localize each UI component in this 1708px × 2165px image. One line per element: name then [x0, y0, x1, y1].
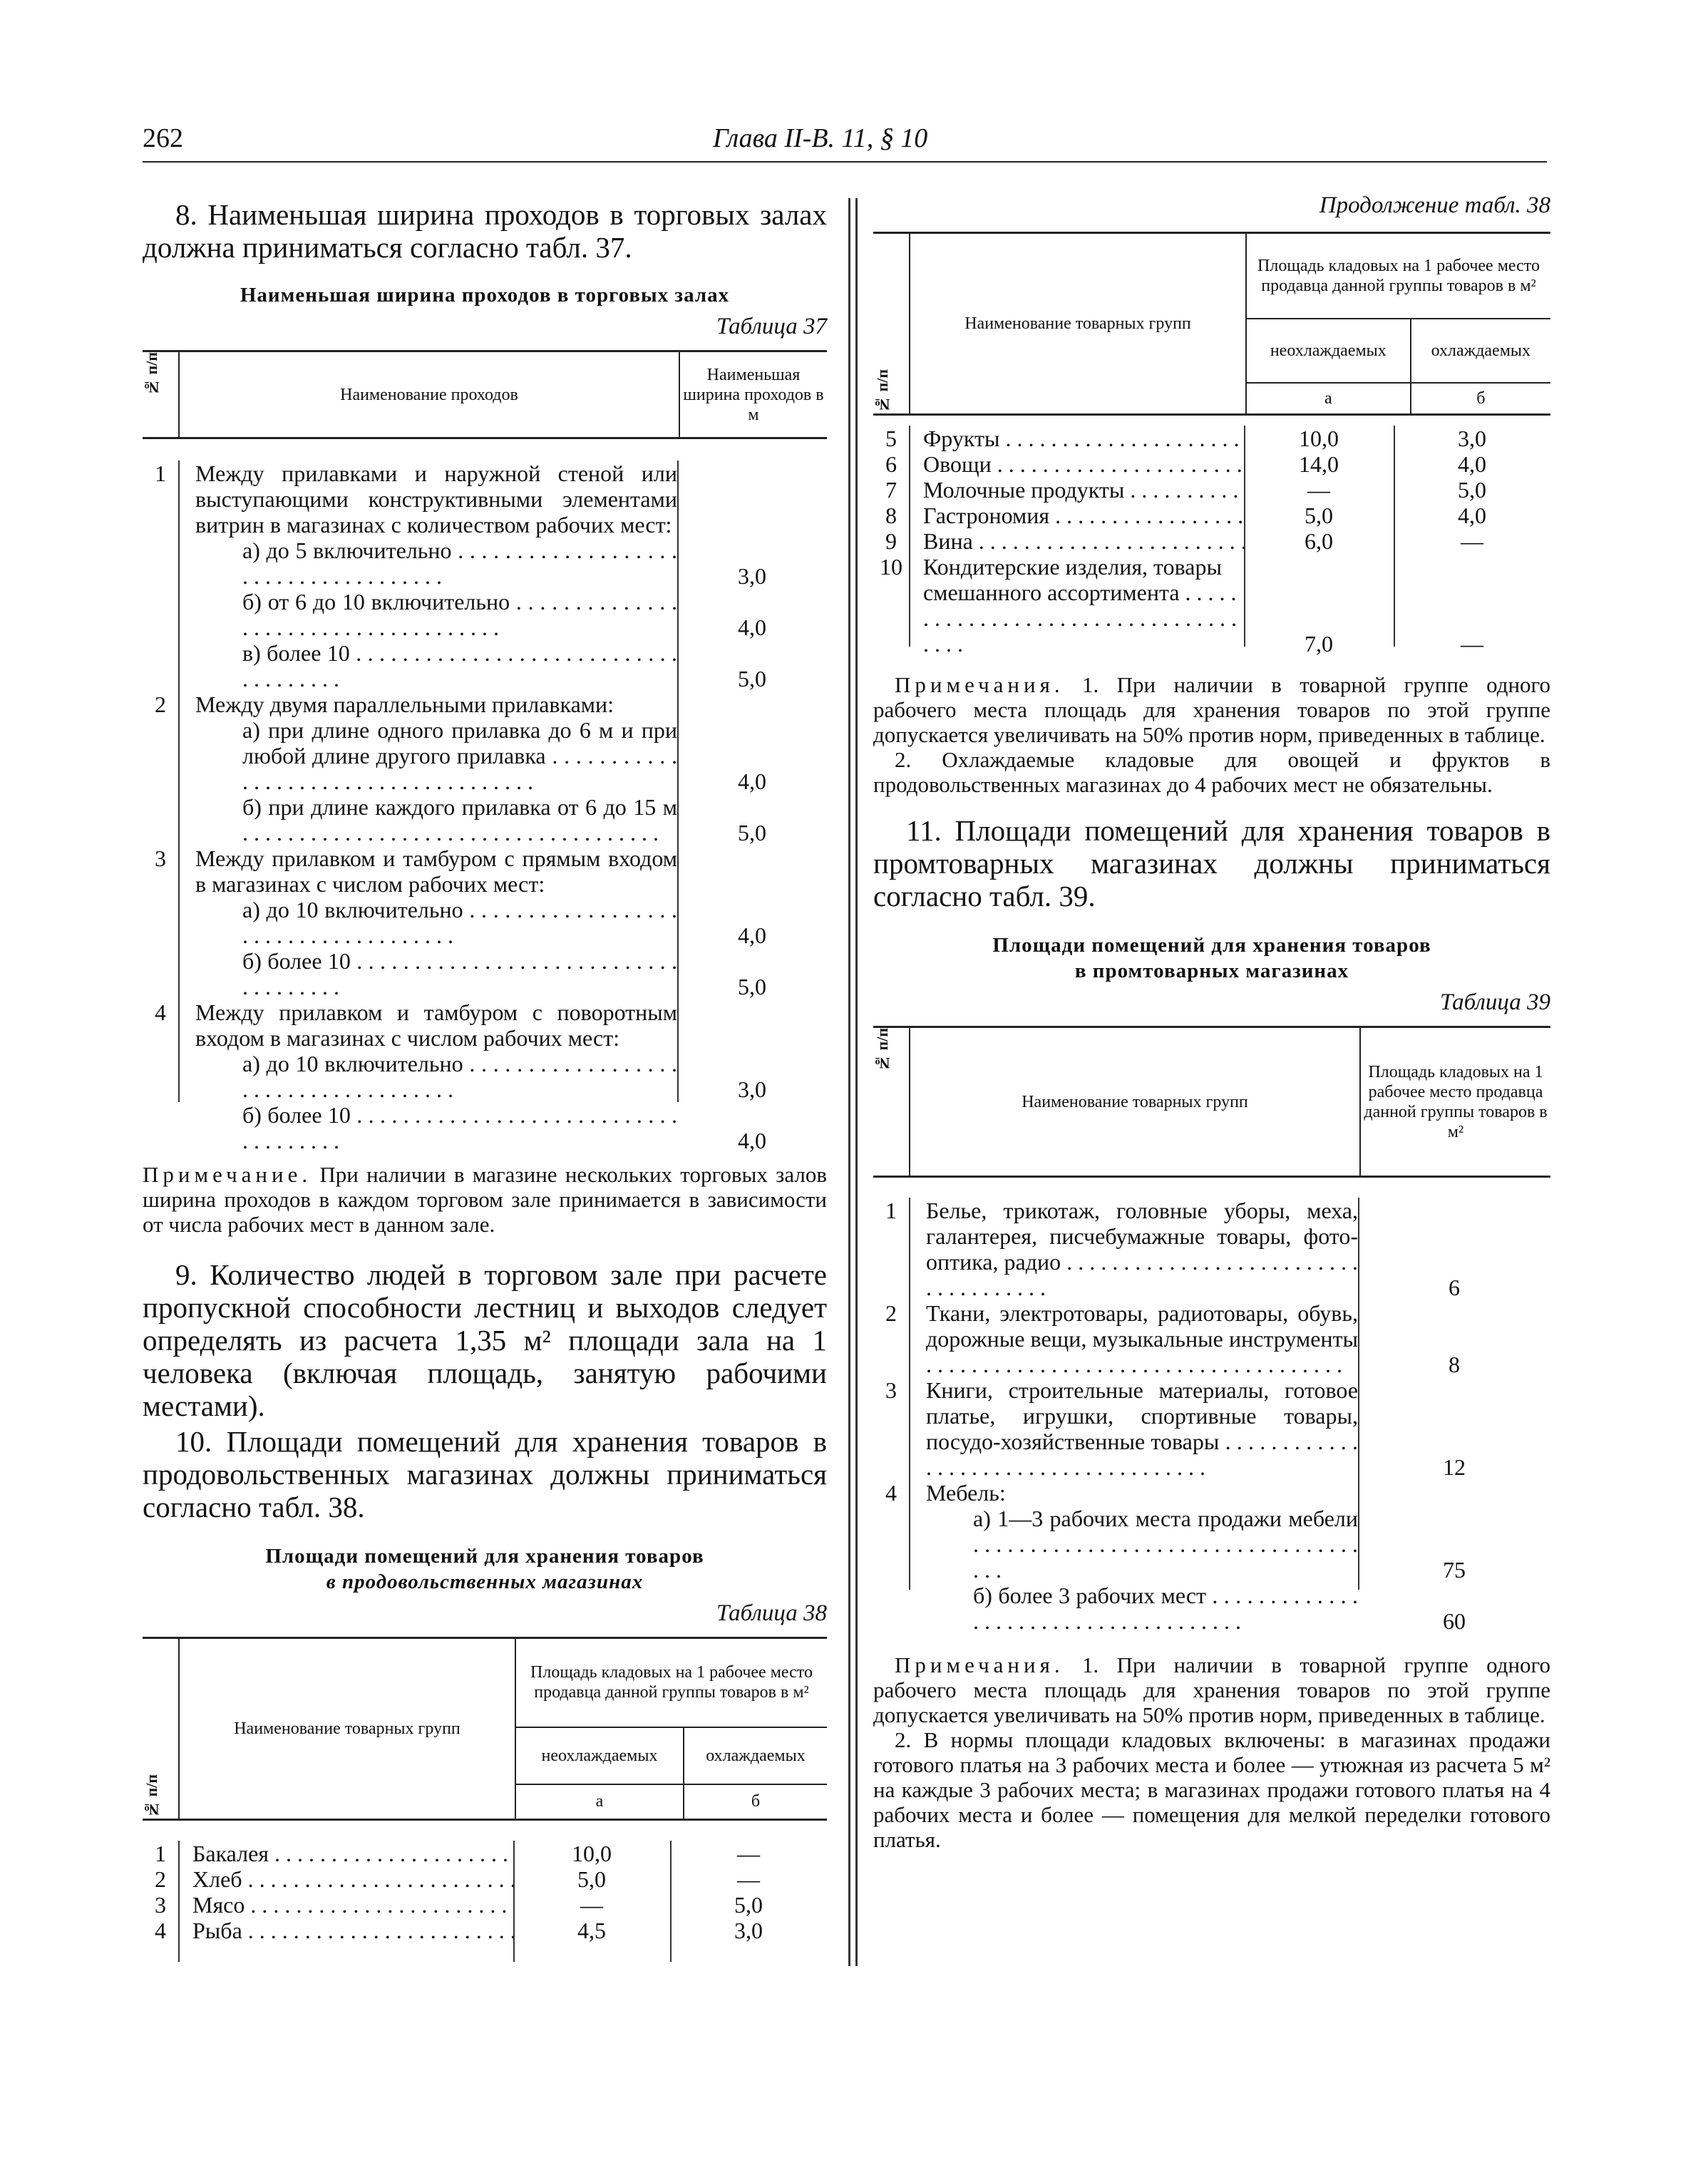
- row-value-b: —: [737, 1841, 760, 1866]
- row-text: Между прилавками и наружной стеной или выступающими конструктивными элементами витрин в магазинах с количеством рабочих мест:: [195, 461, 677, 538]
- col-header-area: Площадь кладовых на 1 рабочее место продавца данной группы товаров в м²: [1364, 1062, 1548, 1141]
- row-value-a: —: [1307, 477, 1330, 503]
- table-row: [143, 897, 827, 948]
- row-value-b: 3,0: [1458, 426, 1486, 451]
- row-value: 75: [1443, 1557, 1466, 1583]
- table39-note-2: 2. В нормы площади кладовых включены: в магазинах продажи готового платья на 3 рабочих места и более — утюжная из расчета 5 м² на каждые 3 рабочих места; в магазинах продажи готового платья на 4 рабочих места и более — помещения для мелкой переделки готового платья.: [873, 1727, 1550, 1852]
- table-row: [143, 1841, 827, 1866]
- table-row: [873, 1583, 1550, 1634]
- table38-rows: [143, 1841, 827, 1943]
- table39-label: Таблица 39: [1440, 989, 1550, 1015]
- table38-label: Таблица 38: [716, 1600, 827, 1626]
- row-text: а) при длине одного прилавка до 6 м и при любой длине другого прилавка . . .: [242, 717, 677, 794]
- row-text: б) от 6 до 10 включительно . . .: [242, 589, 677, 640]
- col-sub-b: б: [751, 1792, 761, 1811]
- rule: [1394, 426, 1395, 647]
- row-text: Между прилавком и тамбуром с поворотным входом в магазинах с числом рабочих мест:: [195, 999, 677, 1051]
- col-sub-a: а: [1246, 383, 1411, 415]
- note-label: Примечания.: [895, 1652, 1064, 1677]
- table38-note-1: [873, 672, 1550, 747]
- table37-note: [143, 1162, 827, 1237]
- row-value-b: —: [737, 1866, 760, 1892]
- row-value-b: 3,0: [734, 1918, 763, 1943]
- table-row: [143, 948, 827, 999]
- row-name: Рыба . . .: [192, 1918, 513, 1943]
- table-row: [143, 461, 827, 538]
- row-text: Книги, строительные материалы, готовое платье, игрушки, спортивные товары, посудо-хозяйственные товары . . .: [926, 1377, 1358, 1480]
- column-divider-2: [855, 198, 858, 1966]
- row-number: 6: [885, 451, 897, 477]
- row-name: Кондитерские изделия, товары смешанного ассортимента . . .: [923, 554, 1244, 657]
- row-value: 4,0: [738, 1128, 766, 1153]
- left-column: [143, 198, 827, 1943]
- table39-rows: [873, 1198, 1550, 1634]
- row-value: 4,0: [738, 922, 766, 948]
- col-header-b: охлаждаемых: [684, 1727, 827, 1784]
- table-row: [143, 794, 827, 845]
- table-row: [143, 1866, 827, 1892]
- row-text: Между двумя параллельными прилавками:: [195, 691, 614, 717]
- table39-note-1: [873, 1652, 1550, 1727]
- col-header-no: № п/п: [873, 233, 910, 415]
- right-column: [873, 192, 1550, 1852]
- row-value-b: 5,0: [734, 1892, 763, 1918]
- rule: [909, 1198, 910, 1590]
- col-header-area: Площадь кладовых на 1 рабочее место продавца данной группы товаров в м²: [515, 1638, 827, 1727]
- row-value-b: 5,0: [1458, 477, 1486, 503]
- row-name: Молочные продукты . . .: [923, 477, 1244, 503]
- row-value-a: 5,0: [577, 1866, 606, 1892]
- paragraph-9: 9. Количество людей в торговом зале при расчете пропускной способности лестниц и выходов следует определять из расчета 1,35 м² площади зала на 1 человека (включая площадь, занятую рабочими местами).: [143, 1258, 827, 1422]
- table-row: [143, 1102, 827, 1153]
- row-number: 1: [155, 1841, 166, 1866]
- row-value: 4,0: [738, 614, 766, 640]
- table-39-header: [873, 1026, 1550, 1178]
- col-header-no: № п/п: [143, 1638, 179, 1820]
- row-value: 12: [1443, 1454, 1466, 1480]
- row-value: 5,0: [738, 974, 766, 999]
- row-value: 5,0: [738, 666, 766, 691]
- row-value: 4,0: [738, 768, 766, 794]
- table-row: [873, 528, 1550, 554]
- col-header-name: Наименование товарных групп: [179, 1638, 515, 1820]
- table37-label: Таблица 37: [716, 314, 827, 339]
- table38-title-1: Площади помещений для хранения товаров: [265, 1545, 704, 1568]
- row-text: а) до 10 включительно . . .: [242, 1051, 677, 1102]
- row-number: 8: [885, 503, 897, 528]
- rule: [1244, 426, 1245, 647]
- row-name: Вина . . .: [923, 528, 1244, 554]
- row-value-b: —: [1461, 528, 1483, 554]
- table38-cont-body: [873, 426, 1550, 657]
- row-number: 2: [155, 1866, 166, 1892]
- table-row: [143, 589, 827, 640]
- table37-title: Наименьшая ширина проходов в торговых залах: [240, 284, 730, 307]
- row-number: 3: [885, 1377, 897, 1403]
- table-row: [873, 1198, 1550, 1300]
- table-row: [873, 503, 1550, 528]
- row-name: Бакалея . . .: [192, 1841, 513, 1866]
- paragraph-8: 8. Наименьшая ширина проходов в торговых залах должна приниматься согласно табл. 37.: [143, 198, 827, 264]
- col-header-area: Площадь кладовых на 1 рабочее место продавца данной группы товаров в м²: [1246, 233, 1550, 319]
- row-number: 2: [155, 691, 166, 717]
- row-text: Ткани, электротовары, радиотовары, обувь, дорожные вещи, музыкальные инструменты . . .: [926, 1300, 1358, 1377]
- col-header-no: № п/п: [143, 351, 179, 438]
- row-value-a: 6,0: [1305, 528, 1333, 554]
- table-row: [143, 1892, 827, 1918]
- row-value-a: 4,5: [577, 1918, 606, 1943]
- col-header-name: Наименование проходов: [179, 351, 679, 438]
- row-value: 5,0: [738, 820, 766, 845]
- rule: [670, 1841, 672, 1962]
- row-number: 2: [885, 1300, 897, 1326]
- rule: [178, 461, 180, 1102]
- row-number: 1: [155, 461, 166, 486]
- col-header-name: Наименование товарных групп: [910, 1027, 1360, 1177]
- row-number: 3: [155, 1892, 166, 1918]
- table-37: [143, 350, 827, 439]
- row-text: а) до 5 включительно . . .: [242, 538, 677, 589]
- row-text: б) более 10 . . .: [242, 948, 677, 999]
- row-value-a: 10,0: [1299, 426, 1339, 451]
- row-number: 3: [155, 845, 166, 871]
- table38-body: [143, 1841, 827, 1943]
- col-sub-a: а: [515, 1784, 684, 1820]
- table39-title-2: в промтоварных магазинах: [1074, 960, 1349, 982]
- table-row: [873, 1506, 1550, 1583]
- col-header-a: неохлаждаемых: [515, 1727, 684, 1784]
- row-value-a: 7,0: [1305, 631, 1333, 657]
- row-value-b: 4,0: [1458, 451, 1486, 477]
- table38-note-2: 2. Охлаждаемые кладовые для овощей и фруктов в продовольственных магазинах до 4 рабочих мест не обязательны.: [873, 747, 1550, 797]
- table38-cont-label: Продолжение табл. 38: [1319, 192, 1550, 218]
- note-label: Примечание.: [143, 1162, 312, 1187]
- page-number: 262: [143, 123, 183, 153]
- row-number: 4: [885, 1480, 897, 1506]
- row-value: 6: [1449, 1275, 1460, 1300]
- table37-rows: [143, 461, 827, 1153]
- running-title: Глава II-В. 11, § 10: [713, 123, 928, 153]
- table-row: [143, 538, 827, 589]
- rule: [909, 426, 910, 647]
- table-row: [143, 1051, 827, 1102]
- table-row: [143, 845, 827, 897]
- row-text: а) до 10 включительно . . .: [242, 897, 677, 948]
- paragraph-10: 10. Площади помещений для хранения товаров в продовольственных магазинах должны приниматься согласно табл. 38.: [143, 1425, 827, 1523]
- rule: [677, 461, 679, 1102]
- table38-cont-rows: [873, 426, 1550, 657]
- row-value-a: 5,0: [1305, 503, 1333, 528]
- row-text: в) более 10 . . .: [242, 640, 677, 691]
- row-number: 9: [885, 528, 897, 554]
- page-header: [143, 121, 1547, 163]
- row-value-a: —: [580, 1892, 603, 1918]
- row-number: 1: [885, 1198, 897, 1223]
- table-38-cont-header: [873, 232, 1550, 416]
- row-text: б) при длине каждого прилавка от 6 до 15 м . . .: [242, 794, 677, 845]
- table38-title-2: в продовольственных магазинах: [326, 1570, 644, 1593]
- row-text: а) 1—3 рабочих места продажи мебели . . .: [973, 1506, 1358, 1583]
- row-name: Мясо . . .: [192, 1892, 513, 1918]
- note-text: При наличии в магазине нескольких торговых залов ширина проходов в каждом торговом зале принимается в зависимости от числа рабочих мест в данном зале.: [143, 1162, 827, 1237]
- row-text: б) более 3 рабочих мест . . .: [973, 1583, 1358, 1634]
- col-header-b: охлаждаемых: [1411, 319, 1550, 383]
- row-name: Гастрономия . . .: [923, 503, 1244, 528]
- table-row: [143, 640, 827, 691]
- row-value-a: 14,0: [1299, 451, 1339, 477]
- table-row: [873, 1480, 1550, 1506]
- col-header-no: № п/п: [873, 1027, 910, 1177]
- paragraph-11: 11. Площади помещений для хранения товаров в промтоварных магазинах должны приниматься согласно табл. 39.: [873, 814, 1550, 912]
- table-row: [873, 477, 1550, 503]
- table-row: [143, 717, 827, 794]
- table-row: [143, 1918, 827, 1943]
- row-value: 60: [1443, 1608, 1466, 1634]
- row-number: 7: [885, 477, 897, 503]
- row-number: 4: [155, 1918, 166, 1943]
- row-value-b: 4,0: [1458, 503, 1486, 528]
- column-divider: [848, 198, 850, 1966]
- table-row: [873, 426, 1550, 451]
- row-text: Белье, трикотаж, головные уборы, меха, галантерея, писчебумажные товары, фото-оптика, радио . . .: [926, 1198, 1358, 1300]
- table37-body: [143, 461, 827, 1153]
- table-row: [873, 1377, 1550, 1480]
- table-38-header: [143, 1637, 827, 1821]
- row-value-a: 10,0: [572, 1841, 612, 1866]
- row-number: 5: [885, 426, 897, 451]
- rule: [1358, 1198, 1359, 1590]
- col-header-a: неохлаждаемых: [1246, 319, 1411, 383]
- row-text: Между прилавком и тамбуром с прямым входом в магазинах с числом рабочих мест:: [195, 845, 677, 897]
- note-text: 1. При наличии в товарной группе одного рабочего места площадь для хранения товаров по этой группе допускается увеличивать на 50% против норм, приведенных в таблице.: [873, 1652, 1551, 1727]
- row-name: Хлеб . . .: [192, 1866, 513, 1892]
- table-row: [873, 554, 1550, 657]
- row-value: 3,0: [738, 1076, 766, 1102]
- rule: [178, 1841, 180, 1962]
- col-sub-b: б: [1476, 389, 1486, 408]
- row-name: Овощи . . .: [923, 451, 1244, 477]
- table-row: [143, 999, 827, 1051]
- table39-title-1: Площади помещений для хранения товаров: [992, 934, 1431, 957]
- row-name: Фрукты . . .: [923, 426, 1244, 451]
- row-text: Мебель:: [926, 1480, 1006, 1506]
- table-row: [873, 1300, 1550, 1377]
- note-text: 1. При наличии в товарной группе одного рабочего места площадь для хранения товаров по этой группе допускается увеличивать на 50% против норм, приведенных в таблице.: [873, 672, 1551, 747]
- col-header-name: Наименование товарных групп: [910, 233, 1246, 415]
- row-number: 10: [880, 554, 902, 580]
- row-value: 8: [1449, 1352, 1460, 1377]
- row-value-b: —: [1461, 631, 1483, 657]
- row-value: 3,0: [738, 563, 766, 589]
- rule: [513, 1841, 515, 1962]
- col-header-width: Наименьшая ширина проходов в м: [683, 365, 824, 424]
- table39-body: [873, 1198, 1550, 1634]
- row-number: 4: [155, 999, 166, 1025]
- table-row: [143, 691, 827, 717]
- table-row: [873, 451, 1550, 477]
- note-label: Примечания.: [895, 672, 1064, 697]
- row-text: б) более 10 . . .: [242, 1102, 677, 1153]
